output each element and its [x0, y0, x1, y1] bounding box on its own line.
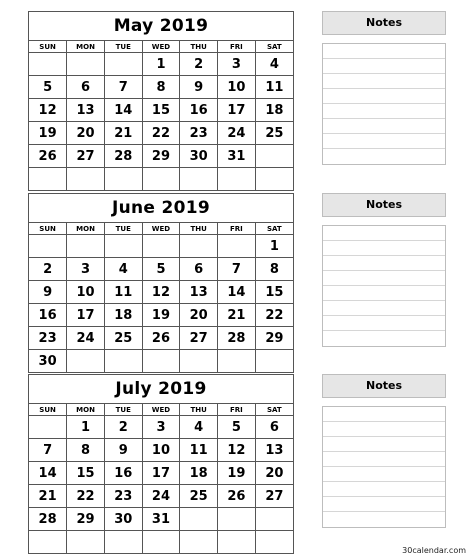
weekday-header: MON: [67, 404, 105, 416]
note-line[interactable]: [323, 301, 445, 316]
weekday-header: THU: [180, 223, 218, 235]
day-cell: [142, 531, 180, 554]
day-cell: 15: [67, 462, 105, 485]
day-cell: [142, 168, 180, 191]
day-cell: 19: [218, 462, 256, 485]
day-cell: 11: [180, 439, 218, 462]
day-cell: 4: [180, 416, 218, 439]
weekday-header: FRI: [218, 223, 256, 235]
week-row: [29, 416, 293, 439]
note-line[interactable]: [323, 286, 445, 301]
notes-header: Notes: [322, 374, 446, 398]
day-cell: [255, 350, 293, 373]
week-row: [29, 99, 293, 122]
day-cell: 12: [142, 281, 180, 304]
month-grid: [29, 41, 293, 190]
day-cell: [255, 145, 293, 168]
day-cell: 8: [255, 258, 293, 281]
note-line[interactable]: [323, 241, 445, 256]
day-cell: 24: [67, 327, 105, 350]
day-cell: 7: [29, 439, 67, 462]
notes-panel: [322, 374, 446, 528]
day-cell: 17: [67, 304, 105, 327]
note-line[interactable]: [323, 407, 445, 422]
site-credit: 30calendar.com: [402, 546, 466, 555]
note-line[interactable]: [323, 316, 445, 331]
day-cell: 7: [218, 258, 256, 281]
weekday-header: TUE: [104, 223, 142, 235]
day-cell: 31: [218, 145, 256, 168]
day-cell: 17: [142, 462, 180, 485]
day-cell: [142, 350, 180, 373]
note-line[interactable]: [323, 512, 445, 527]
month-title: July 2019: [29, 375, 293, 404]
day-cell: 13: [67, 99, 105, 122]
day-cell: 10: [218, 76, 256, 99]
day-cell: [67, 168, 105, 191]
week-row: [29, 168, 293, 191]
day-cell: 14: [218, 281, 256, 304]
day-cell: 2: [180, 53, 218, 76]
weekday-header: THU: [180, 41, 218, 53]
week-row: [29, 235, 293, 258]
note-line[interactable]: [323, 59, 445, 74]
day-cell: 4: [255, 53, 293, 76]
day-cell: [104, 168, 142, 191]
day-cell: 6: [255, 416, 293, 439]
day-cell: 22: [255, 304, 293, 327]
weekday-header: TUE: [104, 404, 142, 416]
day-cell: 19: [29, 122, 67, 145]
day-cell: 28: [218, 327, 256, 350]
day-cell: 5: [29, 76, 67, 99]
day-cell: 14: [104, 99, 142, 122]
day-cell: 19: [142, 304, 180, 327]
day-cell: 11: [255, 76, 293, 99]
day-cell: 21: [218, 304, 256, 327]
day-cell: [180, 531, 218, 554]
day-cell: 13: [180, 281, 218, 304]
day-cell: 9: [104, 439, 142, 462]
day-cell: 10: [67, 281, 105, 304]
weekday-header: FRI: [218, 404, 256, 416]
day-cell: [255, 168, 293, 191]
day-cell: 23: [104, 485, 142, 508]
day-cell: 13: [255, 439, 293, 462]
month-grid: [29, 223, 293, 372]
day-cell: 16: [29, 304, 67, 327]
notes-header: Notes: [322, 11, 446, 35]
day-cell: [104, 235, 142, 258]
notes-lines[interactable]: [322, 43, 446, 165]
note-line[interactable]: [323, 482, 445, 497]
day-cell: 27: [180, 327, 218, 350]
day-cell: 23: [180, 122, 218, 145]
day-cell: 21: [104, 122, 142, 145]
month-calendar: [28, 193, 294, 373]
day-cell: 29: [142, 145, 180, 168]
day-cell: 23: [29, 327, 67, 350]
day-cell: 6: [180, 258, 218, 281]
weekday-header: FRI: [218, 41, 256, 53]
day-cell: 12: [29, 99, 67, 122]
week-row: [29, 258, 293, 281]
week-row: [29, 439, 293, 462]
note-line[interactable]: [323, 331, 445, 346]
day-cell: [67, 53, 105, 76]
day-cell: 4: [104, 258, 142, 281]
day-cell: 24: [218, 122, 256, 145]
day-cell: 8: [67, 439, 105, 462]
week-row: [29, 485, 293, 508]
day-cell: [218, 168, 256, 191]
day-cell: 29: [255, 327, 293, 350]
day-cell: [104, 53, 142, 76]
day-cell: 20: [67, 122, 105, 145]
day-cell: 28: [29, 508, 67, 531]
week-row: [29, 350, 293, 373]
week-row: [29, 531, 293, 554]
weekday-header: SAT: [255, 223, 293, 235]
weekday-header: SUN: [29, 223, 67, 235]
day-cell: 3: [142, 416, 180, 439]
day-cell: 30: [180, 145, 218, 168]
day-cell: [218, 508, 256, 531]
day-cell: [218, 531, 256, 554]
day-cell: 20: [180, 304, 218, 327]
day-cell: 12: [218, 439, 256, 462]
day-cell: 27: [255, 485, 293, 508]
note-line[interactable]: [323, 452, 445, 467]
day-cell: 27: [67, 145, 105, 168]
notes-panel: [322, 11, 446, 165]
day-cell: 26: [142, 327, 180, 350]
day-cell: 21: [29, 485, 67, 508]
day-cell: [67, 235, 105, 258]
week-row: [29, 76, 293, 99]
day-cell: [180, 168, 218, 191]
note-line[interactable]: [323, 497, 445, 512]
day-cell: [255, 508, 293, 531]
day-cell: 5: [218, 416, 256, 439]
day-cell: [180, 508, 218, 531]
day-cell: [67, 531, 105, 554]
day-cell: 1: [255, 235, 293, 258]
day-cell: 25: [180, 485, 218, 508]
day-cell: 8: [142, 76, 180, 99]
day-cell: [142, 235, 180, 258]
day-cell: [180, 235, 218, 258]
day-cell: 18: [180, 462, 218, 485]
day-cell: 2: [104, 416, 142, 439]
day-cell: 6: [67, 76, 105, 99]
notes-lines[interactable]: [322, 225, 446, 347]
note-line[interactable]: [323, 104, 445, 119]
day-cell: 10: [142, 439, 180, 462]
day-cell: 2: [29, 258, 67, 281]
day-cell: 11: [104, 281, 142, 304]
weekday-header: MON: [67, 223, 105, 235]
weekday-header: SUN: [29, 404, 67, 416]
notes-panel: [322, 193, 446, 347]
day-cell: [255, 531, 293, 554]
day-cell: 30: [29, 350, 67, 373]
day-cell: 16: [180, 99, 218, 122]
week-row: [29, 53, 293, 76]
day-cell: 25: [104, 327, 142, 350]
weekday-header: THU: [180, 404, 218, 416]
day-cell: 31: [142, 508, 180, 531]
month-calendar: [28, 11, 294, 191]
day-cell: 30: [104, 508, 142, 531]
day-cell: 18: [255, 99, 293, 122]
month-title: May 2019: [29, 12, 293, 41]
note-line[interactable]: [323, 422, 445, 437]
day-cell: 25: [255, 122, 293, 145]
month-calendar: [28, 374, 294, 554]
note-line[interactable]: [323, 119, 445, 134]
day-cell: [218, 350, 256, 373]
weekday-header: WED: [142, 41, 180, 53]
day-cell: [67, 350, 105, 373]
day-cell: 15: [142, 99, 180, 122]
day-cell: 18: [104, 304, 142, 327]
note-line[interactable]: [323, 256, 445, 271]
day-cell: 26: [218, 485, 256, 508]
day-cell: [104, 531, 142, 554]
day-cell: 22: [142, 122, 180, 145]
day-cell: 9: [180, 76, 218, 99]
week-row: [29, 304, 293, 327]
week-row: [29, 122, 293, 145]
note-line[interactable]: [323, 89, 445, 104]
note-line[interactable]: [323, 44, 445, 59]
note-line[interactable]: [323, 149, 445, 164]
day-cell: [29, 53, 67, 76]
note-line[interactable]: [323, 467, 445, 482]
day-cell: [180, 350, 218, 373]
weekday-header: WED: [142, 404, 180, 416]
month-title: June 2019: [29, 194, 293, 223]
day-cell: 15: [255, 281, 293, 304]
day-cell: [218, 235, 256, 258]
day-cell: 24: [142, 485, 180, 508]
day-cell: 1: [67, 416, 105, 439]
note-line[interactable]: [323, 74, 445, 89]
day-cell: [29, 416, 67, 439]
notes-header: Notes: [322, 193, 446, 217]
day-cell: 3: [218, 53, 256, 76]
note-line[interactable]: [323, 134, 445, 149]
weekday-header: WED: [142, 223, 180, 235]
note-line[interactable]: [323, 437, 445, 452]
day-cell: [104, 350, 142, 373]
weekday-header: SAT: [255, 41, 293, 53]
weekday-header: TUE: [104, 41, 142, 53]
week-row: [29, 327, 293, 350]
day-cell: 9: [29, 281, 67, 304]
week-row: [29, 281, 293, 304]
day-cell: 3: [67, 258, 105, 281]
day-cell: 16: [104, 462, 142, 485]
week-row: [29, 462, 293, 485]
day-cell: 5: [142, 258, 180, 281]
day-cell: 17: [218, 99, 256, 122]
notes-lines[interactable]: [322, 406, 446, 528]
day-cell: [29, 235, 67, 258]
day-cell: [29, 531, 67, 554]
note-line[interactable]: [323, 226, 445, 241]
day-cell: 20: [255, 462, 293, 485]
day-cell: 28: [104, 145, 142, 168]
day-cell: 29: [67, 508, 105, 531]
day-cell: 7: [104, 76, 142, 99]
day-cell: 1: [142, 53, 180, 76]
day-cell: 26: [29, 145, 67, 168]
day-cell: [29, 168, 67, 191]
note-line[interactable]: [323, 271, 445, 286]
weekday-header: MON: [67, 41, 105, 53]
day-cell: 14: [29, 462, 67, 485]
weekday-header: SUN: [29, 41, 67, 53]
weekday-header: SAT: [255, 404, 293, 416]
week-row: [29, 508, 293, 531]
month-grid: [29, 404, 293, 553]
day-cell: 22: [67, 485, 105, 508]
week-row: [29, 145, 293, 168]
